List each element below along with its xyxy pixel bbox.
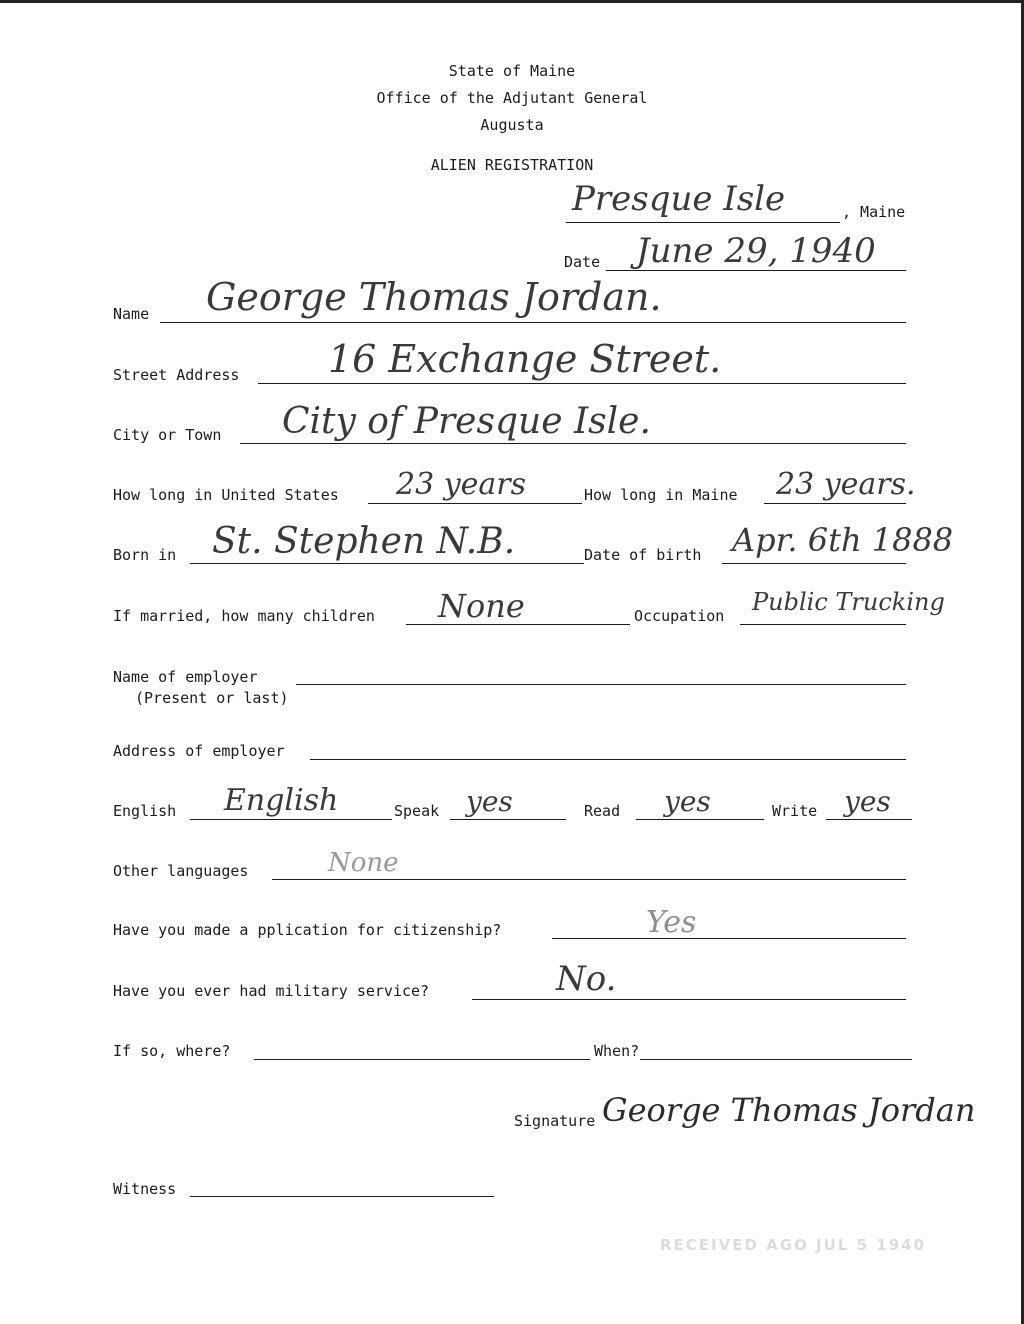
city-line: [240, 443, 906, 444]
name-value: George Thomas Jordan.: [206, 275, 662, 319]
when-label: When?: [594, 1042, 640, 1060]
when-line: [640, 1059, 912, 1060]
date-of-birth-label: Date of birth: [584, 546, 702, 564]
other-languages-label: Other languages: [113, 862, 249, 880]
other-languages-line: [272, 879, 906, 880]
location-line: [566, 222, 840, 223]
english-label: English: [113, 802, 177, 820]
how-long-maine-value: 23 years.: [776, 467, 916, 502]
born-in-label: Born in: [113, 546, 177, 564]
signature-label: Signature: [514, 1112, 596, 1130]
born-in-line: [190, 563, 584, 564]
how-long-maine-line: [764, 503, 906, 504]
city-value: City of Presque Isle.: [282, 401, 651, 442]
english-value: English: [224, 783, 339, 818]
location-value: Presque Isle: [572, 179, 786, 219]
read-value: yes: [664, 785, 711, 818]
write-label: Write: [772, 802, 818, 820]
speak-value: yes: [466, 785, 513, 818]
citizenship-value: Yes: [646, 905, 697, 940]
how-long-maine-label: How long in Maine: [584, 486, 738, 504]
where-line: [254, 1059, 590, 1060]
header-city: Augusta: [480, 116, 544, 134]
street-address-label: Street Address: [113, 366, 240, 384]
date-label: Date: [564, 253, 601, 271]
witness-label: Witness: [113, 1180, 177, 1198]
where-label: If so, where?: [113, 1042, 231, 1060]
date-of-birth-value: Apr. 6th 1888: [732, 521, 954, 559]
write-value: yes: [844, 785, 891, 818]
header-office: Office of the Adjutant General: [376, 89, 648, 107]
speak-label: Speak: [394, 802, 440, 820]
read-label: Read: [584, 802, 621, 820]
military-label: Have you ever had military service?: [113, 982, 430, 1000]
form-title: ALIEN REGISTRATION: [430, 156, 594, 174]
witness-line: [190, 1196, 494, 1197]
write-line: [826, 819, 912, 820]
born-in-value: St. Stephen N.B.: [212, 521, 516, 562]
children-label: If married, how many children: [113, 607, 375, 625]
speak-line: [450, 819, 566, 820]
children-value: None: [438, 587, 525, 625]
employer-name-label: Name of employer: [113, 668, 258, 686]
english-line: [190, 819, 392, 820]
read-line: [636, 819, 764, 820]
citizenship-label: Have you made a pplication for citizenship?: [113, 921, 502, 939]
military-line: [472, 999, 906, 1000]
signature-value: George Thomas Jordan: [602, 1091, 976, 1129]
name-line: [160, 322, 906, 323]
citizenship-line: [552, 938, 906, 939]
city-label: City or Town: [113, 426, 222, 444]
street-address-value: 16 Exchange Street.: [328, 337, 722, 381]
occupation-value: Public Trucking: [752, 588, 945, 616]
employer-address-label: Address of employer: [113, 742, 285, 760]
employer-name-sublabel: (Present or last): [135, 689, 289, 707]
military-value: No.: [556, 959, 617, 999]
how-long-us-line: [368, 503, 582, 504]
how-long-us-label: How long in United States: [113, 486, 339, 504]
occupation-label: Occupation: [634, 607, 725, 625]
received-stamp: RECEIVED AGO JUL 5 1940: [660, 1236, 927, 1254]
occupation-line: [740, 624, 906, 625]
location-suffix: , Maine: [842, 203, 906, 221]
date-value: June 29, 1940: [636, 231, 876, 271]
scan-border-top: [0, 0, 1024, 3]
other-languages-value: None: [328, 848, 399, 878]
employer-name-line: [296, 684, 906, 685]
header-state: State of Maine: [448, 62, 576, 80]
date-of-birth-line: [722, 563, 906, 564]
name-label: Name: [113, 305, 150, 323]
street-address-line: [258, 383, 906, 384]
how-long-us-value: 23 years: [396, 467, 527, 502]
employer-address-line: [310, 759, 906, 760]
